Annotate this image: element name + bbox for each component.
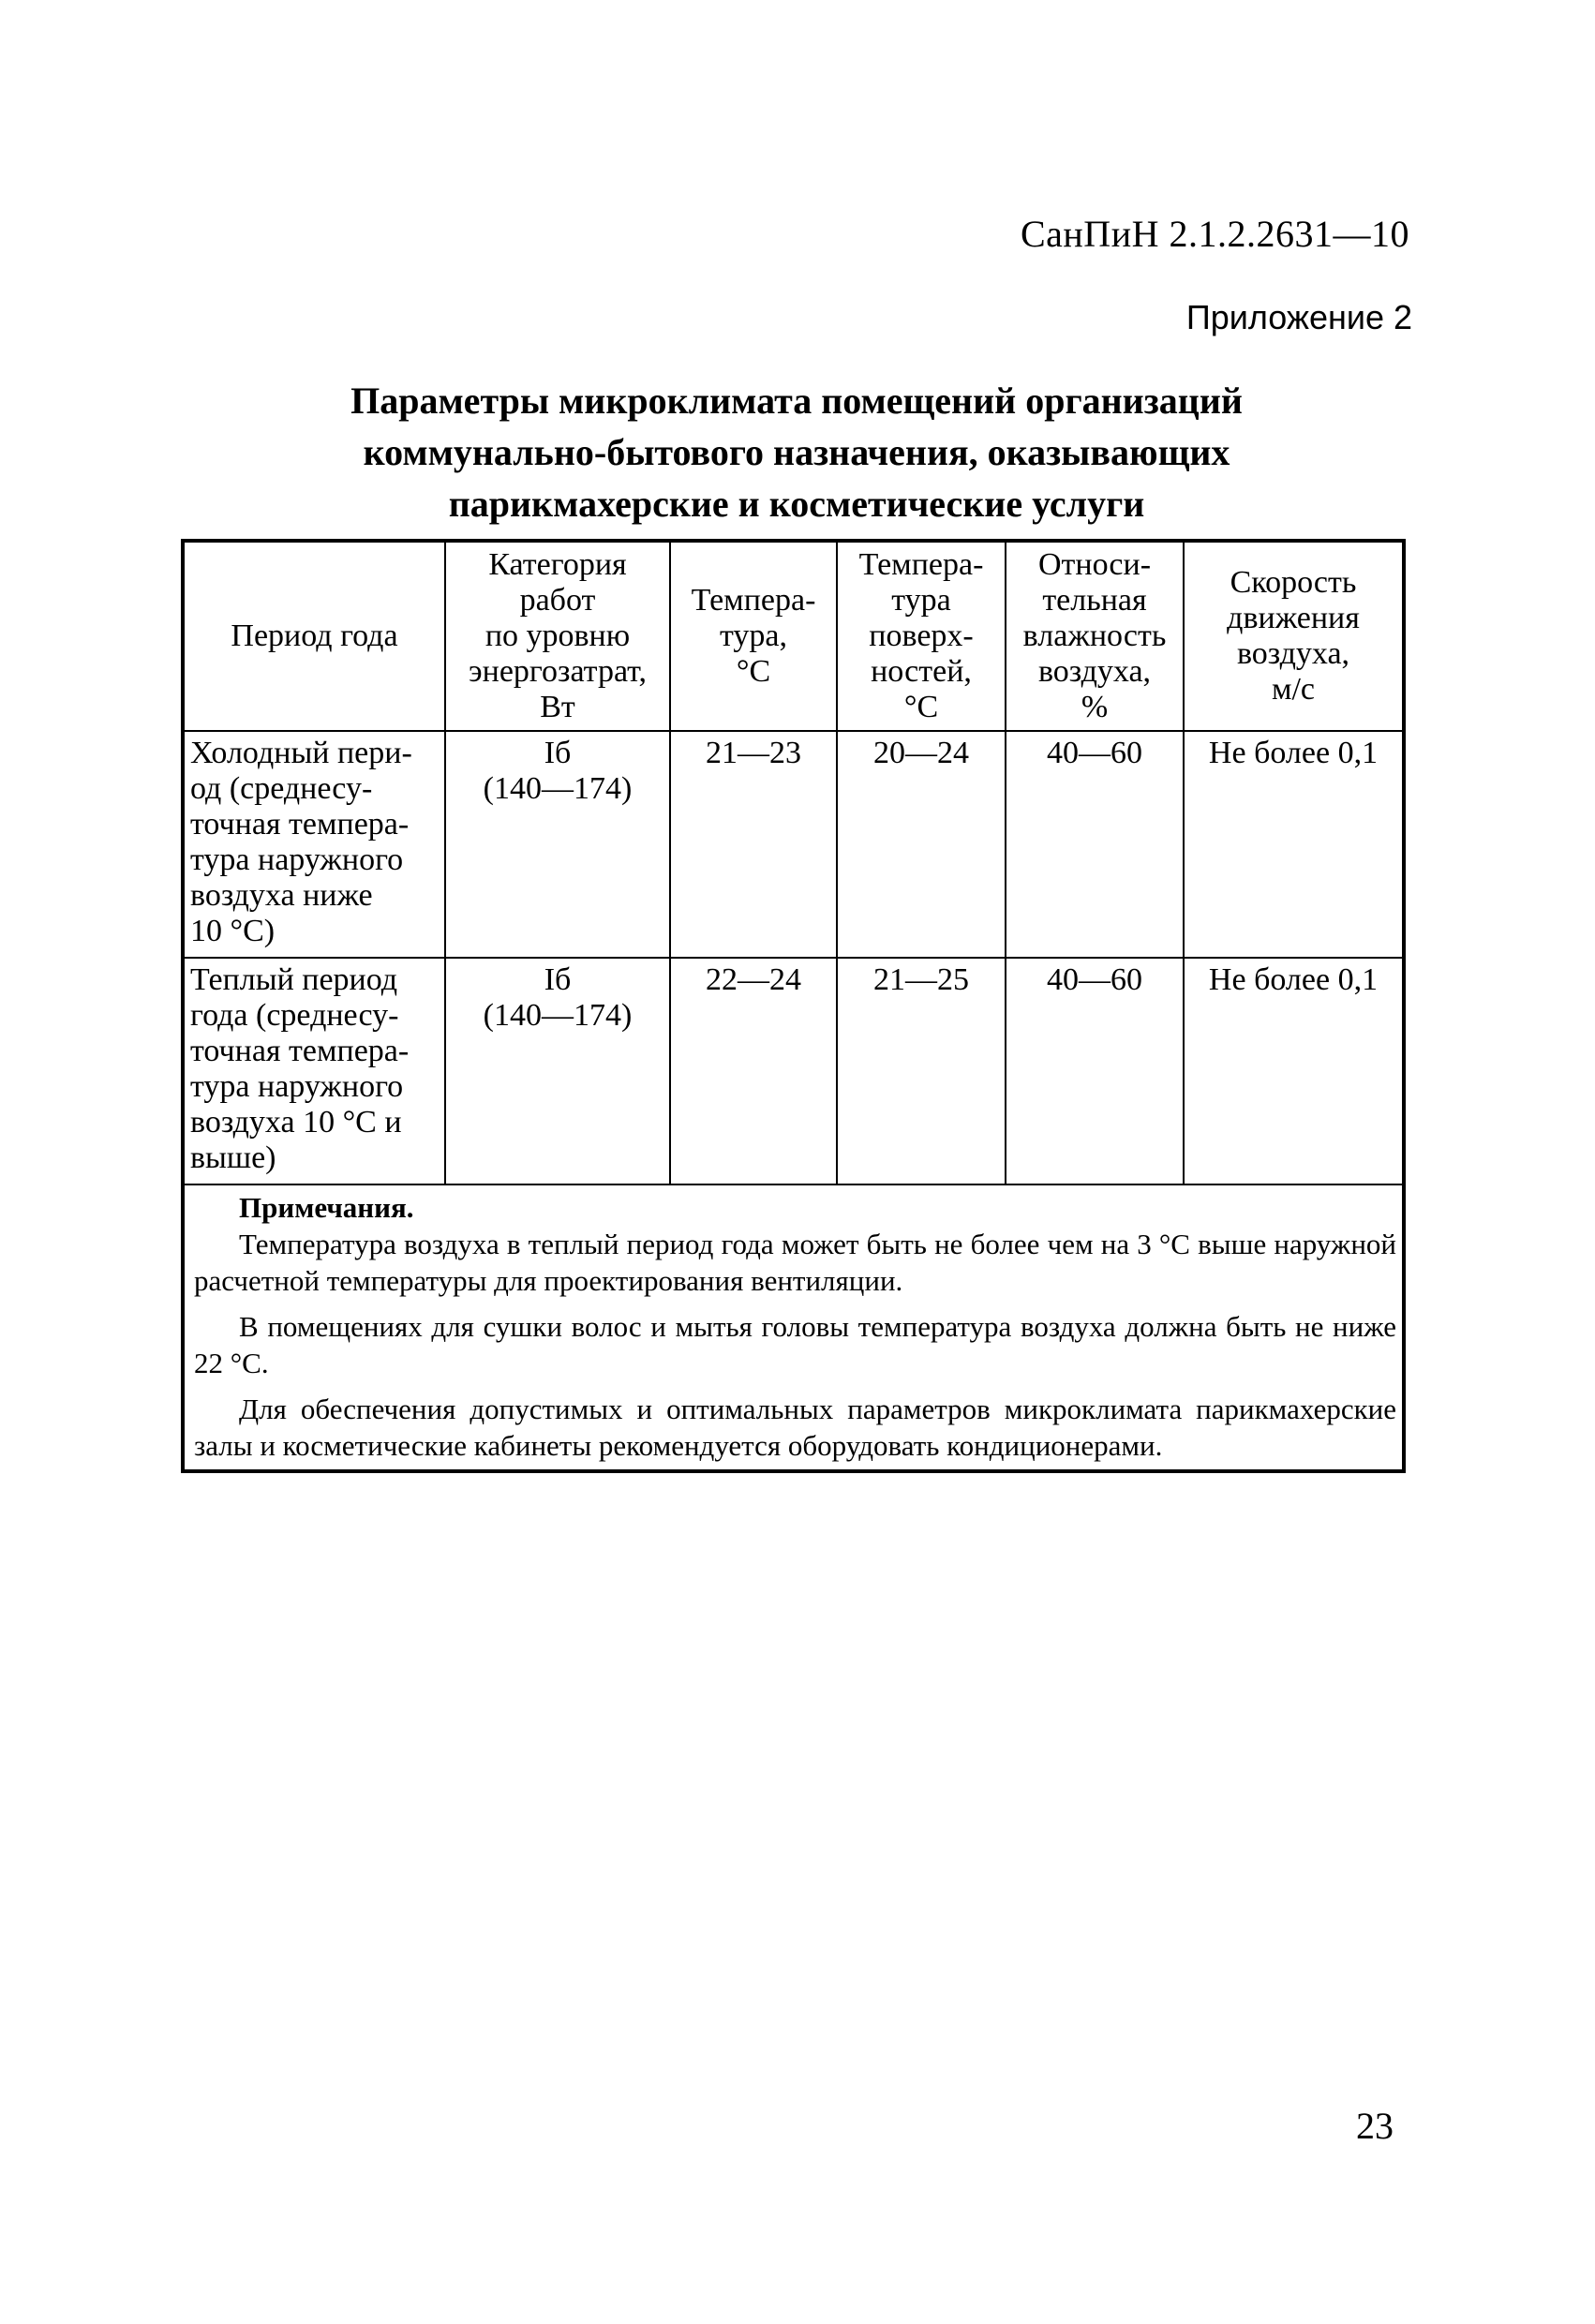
note-paragraph: Температура воздуха в теплый период года может быть не более чем на 3 °С выше наружной расчетной температуры для проектирования вентиляции. — [194, 1228, 1396, 1297]
cell-air-speed: Не более 0,1 — [1184, 731, 1404, 958]
cell-humidity: 40—60 — [1006, 731, 1184, 958]
title-line: парикмахерские и косметические услуги — [448, 483, 1145, 525]
header-period: Период года — [183, 541, 445, 731]
cell-period: Теплый период года (среднесу- точная темпера- тура наружного воздуха 10 °С и выше) — [183, 958, 445, 1184]
notes-title: Примечания. — [239, 1191, 414, 1224]
note-paragraph: Для обеспечения допустимых и оптимальных параметров микроклимата парикмахерские залы и косметические кабинеты рекомендуется оборудовать кондиционерами. — [194, 1393, 1396, 1462]
cell-surface-temperature: 20—24 — [837, 731, 1006, 958]
header-humidity: Относи- тельная влажность воздуха, % — [1006, 541, 1184, 731]
header-air-temperature: Темпера- тура, °С — [670, 541, 837, 731]
cell-humidity: 40—60 — [1006, 958, 1184, 1184]
header-work-category: Категория работ по уровню энергозатрат, Вт — [445, 541, 670, 731]
appendix-label: Приложение 2 — [1185, 298, 1412, 336]
document-code: СанПиН 2.1.2.2631—10 — [1020, 213, 1409, 255]
cell-work-category: Iб (140—174) — [445, 958, 670, 1184]
notes-cell — [183, 1184, 1404, 1471]
microclimate-table — [181, 539, 1406, 1473]
cell-air-speed: Не более 0,1 — [1184, 958, 1404, 1184]
cell-work-category: Iб (140—174) — [445, 731, 670, 958]
title-line: коммунально-бытового назначения, оказывающих — [363, 431, 1230, 473]
cell-air-temperature: 21—23 — [670, 731, 837, 958]
note-paragraph: В помещениях для сушки волос и мытья головы температура воздуха должна быть не ниже 22 °С. — [194, 1310, 1396, 1379]
page-number: 23 — [1356, 2105, 1394, 2147]
cell-surface-temperature: 21—25 — [837, 958, 1006, 1184]
page-title — [187, 375, 1406, 529]
cell-air-temperature: 22—24 — [670, 958, 837, 1184]
title-line: Параметры микроклимата помещений организаций — [350, 380, 1243, 422]
header-surface-temperature: Темпера- тура поверх- ностей, °С — [837, 541, 1006, 731]
table-row — [183, 958, 1404, 1184]
notes-row — [183, 1184, 1404, 1471]
header-air-speed: Скорость движения воздуха, м/с — [1184, 541, 1404, 731]
table-header-row — [183, 541, 1404, 731]
table-row — [183, 731, 1404, 958]
cell-period: Холодный пери- од (среднесу- точная темпера- тура наружного воздуха ниже 10 °С) — [183, 731, 445, 958]
